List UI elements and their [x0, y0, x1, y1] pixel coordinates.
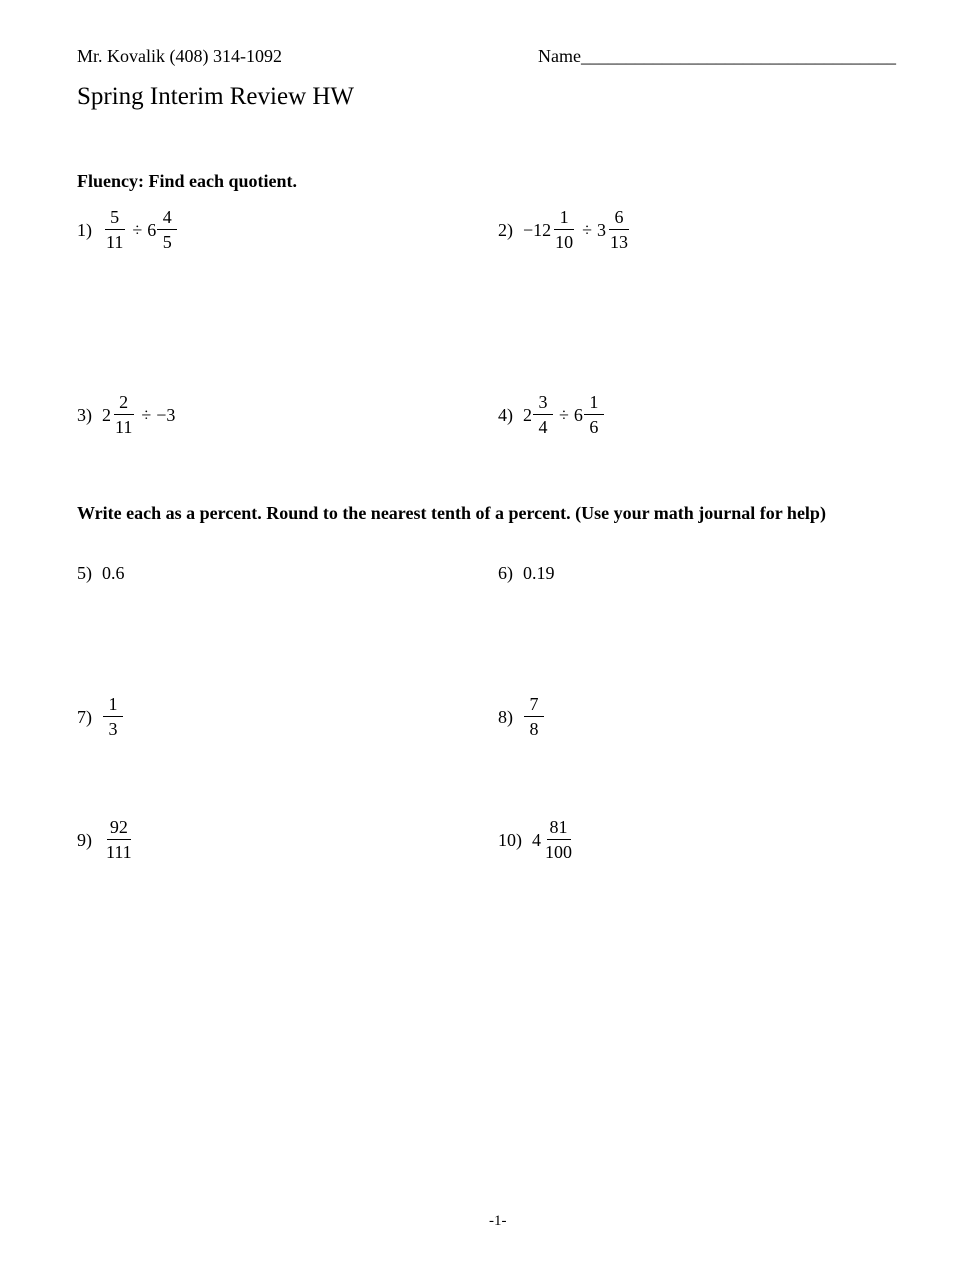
denominator: 11	[115, 417, 133, 437]
numerator: 2	[114, 393, 134, 415]
fraction	[542, 818, 575, 862]
fraction	[584, 393, 604, 437]
problem-4	[498, 393, 605, 437]
problem-number: 4)	[498, 404, 513, 425]
problem-number: 8)	[498, 706, 513, 727]
section-2-instruction: Write each as a percent. Round to the nearest tenth of a percent. (Use your math journal for help)	[77, 503, 826, 523]
problem-1	[77, 208, 178, 252]
problem-number: 7)	[77, 706, 92, 727]
fraction	[112, 393, 135, 437]
numerator: 1	[584, 393, 604, 415]
numerator: 7	[524, 695, 544, 717]
decimal-value: 0.6	[102, 563, 125, 583]
fraction	[103, 208, 126, 252]
problem-3	[77, 393, 175, 437]
whole-number: 6	[573, 404, 583, 425]
numerator: 4	[157, 208, 177, 230]
numerator: 5	[105, 208, 125, 230]
numerator: 6	[609, 208, 629, 230]
teacher-info: Mr. Kovalik (408) 314-1092	[77, 46, 282, 66]
name-blank: ___________________________________	[580, 46, 896, 66]
name-label: Name	[538, 46, 581, 66]
divide-operator: ÷	[141, 404, 152, 425]
denominator: 100	[545, 842, 572, 862]
denominator: 13	[610, 232, 629, 252]
problem-number: 10)	[498, 829, 522, 850]
whole-number: 6	[147, 219, 157, 240]
denominator: 8	[529, 719, 539, 739]
fraction	[157, 208, 177, 252]
whole-number: 2	[102, 404, 111, 425]
problem-number: 3)	[77, 404, 92, 425]
denominator: 10	[555, 232, 574, 252]
problem-5	[77, 563, 125, 584]
divide-operator: ÷	[582, 219, 593, 240]
numerator: 1	[554, 208, 574, 230]
problem-number: 1)	[77, 219, 92, 240]
denominator: 6	[589, 417, 599, 437]
problem-2	[498, 208, 632, 252]
divide-operator: ÷	[132, 219, 143, 240]
numerator: 81	[547, 818, 571, 840]
problem-9	[77, 818, 136, 862]
numerator: 92	[107, 818, 131, 840]
name-field	[538, 46, 896, 67]
problem-10	[498, 818, 576, 862]
problem-6	[498, 563, 555, 584]
divide-operator: ÷	[559, 404, 569, 425]
denominator: 4	[538, 417, 548, 437]
fraction	[524, 695, 544, 739]
fraction	[607, 208, 631, 252]
problem-number: 2)	[498, 219, 513, 240]
problem-8	[498, 695, 545, 739]
numerator: 3	[533, 393, 553, 415]
problem-number: 6)	[498, 563, 513, 583]
divisor: −3	[156, 404, 176, 425]
denominator: 111	[106, 842, 132, 862]
section-1-instruction: Fluency: Find each quotient.	[77, 171, 298, 191]
denominator: 5	[162, 232, 172, 252]
whole-number: 2	[523, 404, 532, 425]
denominator: 3	[108, 719, 118, 739]
fraction	[552, 208, 576, 252]
problem-number: 5)	[77, 563, 92, 583]
fraction	[103, 695, 123, 739]
page-number: -1-	[489, 1213, 507, 1229]
fraction	[103, 818, 135, 862]
numerator: 1	[103, 695, 123, 717]
problem-number: 9)	[77, 829, 92, 850]
denominator: 11	[106, 232, 124, 252]
whole-number: 4	[532, 829, 541, 850]
problem-7	[77, 695, 124, 739]
whole-number: −12	[523, 219, 552, 240]
whole-number: 3	[597, 219, 607, 240]
worksheet-title: Spring Interim Review HW	[77, 83, 355, 110]
decimal-value: 0.19	[523, 563, 555, 583]
fraction	[533, 393, 553, 437]
